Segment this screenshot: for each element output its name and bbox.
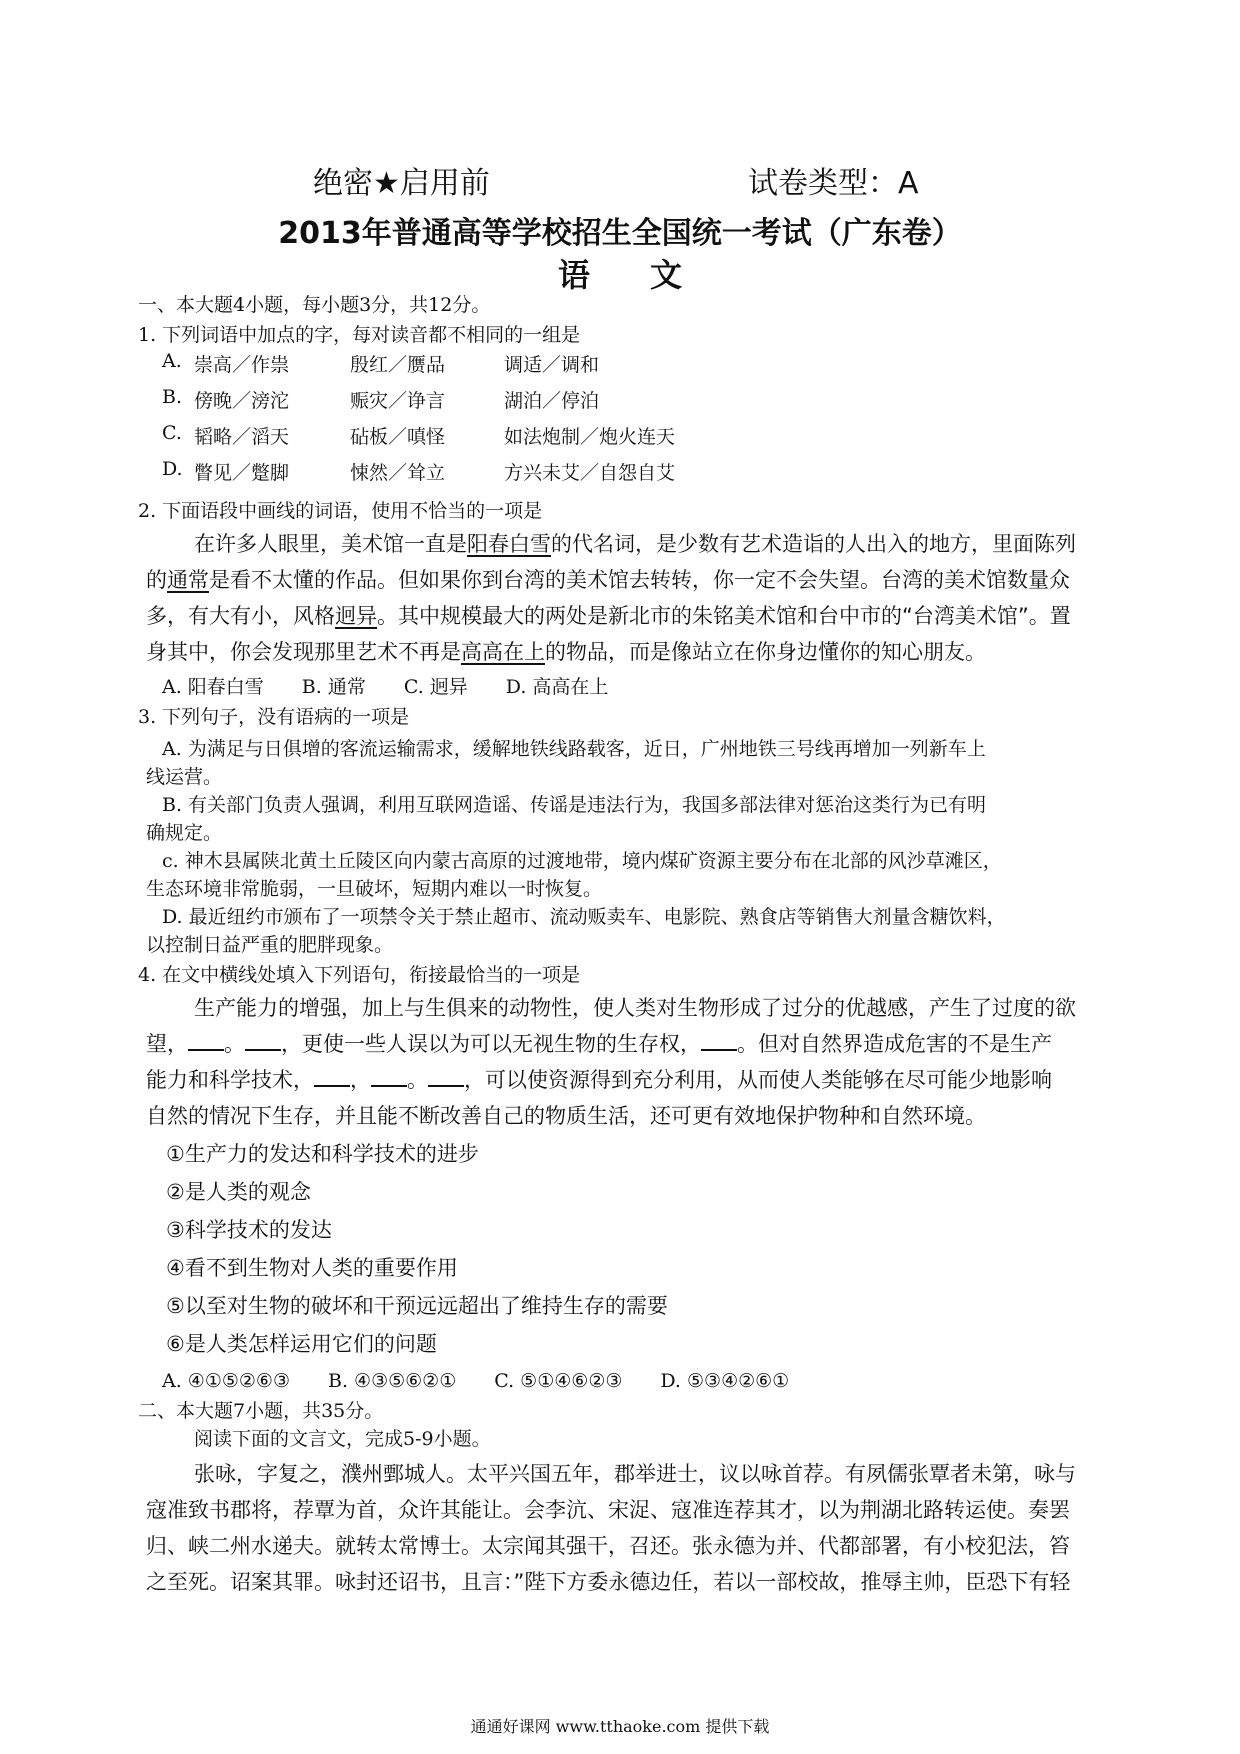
classical-passage-line: 归、峡二州水递夫。就转太常博士。太宗闻其强干，召还。张永德为并、代都部署，有小校犯法，笞 [146,1534,1070,1558]
q3-line: A. 为满足与日俱增的客流运输需求，缓解地铁线路载客，近日，广州地铁三号线再增加一列新车上 [162,738,986,760]
q1-stem: 1. 下列词语中加点的字，每对读音都不相同的一组是 [138,324,581,346]
exam-title: 2013年普通高等学校招生全国统一考试（广东卷） [278,216,962,251]
paper-type: 试卷类型：A [748,166,919,201]
q2-options: A. 阳春白雪 B. 通常 C. 迥异 D. 高高在上 [162,676,609,698]
q1-option-b: B. 傍晚／滂沱 赈灾／诤言 湖泊／停泊 [162,386,600,412]
q1-option-d: D. 瞥见／蹩脚 悚然／耸立 方兴未艾／自怨自艾 [162,458,676,484]
q4-item: ⑤以至对生物的破坏和干预远远超出了维持生存的需要 [166,1294,668,1318]
q4-para-line: 能力和科学技术， ， 。 ，可以使资源得到充分利用，从而使人类能够在尽可能少地影响 [146,1068,1052,1092]
answer-blank [701,1033,737,1051]
q4-item: ②是人类的观念 [166,1180,311,1204]
page-footer: 通通好课网 www.tthaoke.com 提供下载 [470,1717,770,1736]
q1-option-a: A. 崇高／作祟 殷红／赝品 调适／调和 [162,350,600,376]
q4-item: ①生产力的发达和科学技术的进步 [166,1142,479,1166]
q4-stem: 4. 在文中横线处填入下列语句，衔接最恰当的一项是 [138,964,581,986]
q3-line: B. 有关部门负责人强调，利用互联网造谣、传谣是违法行为，我国多部法律对惩治这类行为已有明 [162,794,987,816]
q3-line: 确规定。 [146,822,223,844]
answer-blank [371,1069,407,1087]
answer-blank [188,1033,224,1051]
classical-passage-line: 之至死。诏案其罪。咏封还诏书，且言：”陛下方委永德边任，若以一部校故，推辱主帅，臣恐下有轻 [146,1570,1071,1594]
q1-option-c: C. 韬略／滔天 砧板／嗔怪 如法炮制／炮火连天 [162,422,676,448]
section2-heading: 二、本大题7小题，共35分。 [138,1400,384,1422]
q4-para-line: 望， 。 ，更使一些人误以为可以无视生物的生存权， 。但对自然界造成危害的不是生产 [146,1032,1052,1056]
classical-passage-line: 寇准致书郡将，荐覃为首，众许其能让。会李沆、宋浞、寇准连荐其才，以为荆湖北路转运使。奏罢 [146,1498,1070,1522]
q4-options: A. ④①⑤②⑥③ B. ④③⑤⑥②① C. ⑤①④⑥②③ D. ⑤③④②⑥① [162,1370,790,1392]
q3-line: 线运营。 [146,766,223,788]
q4-item: ⑥是人类怎样运用它们的问题 [166,1332,437,1356]
subject-title: 语文 [557,256,742,294]
q3-line: 生态环境非常脆弱，一旦破坏，短期内难以一时恢复。 [146,878,603,900]
q3-line: D. 最近纽约市颁布了一项禁令关于禁止超市、流动贩卖车、电影院、熟食店等销售大剂量含糖饮料， [162,906,1006,928]
q4-para-line: 生产能力的增强，加上与生俱来的动物性，使人类对生物形成了过分的优越感，产生了过度的欲 [194,996,1076,1020]
q2-para-line: 的通常是看不太懂的作品。但如果你到台湾的美术馆去转转，你一定不会失望。台湾的美术馆数量众 [146,568,1070,592]
q2-para-line: 在许多人眼里，美术馆一直是阳春白雪的代名词，是少数有艺术造诣的人出入的地方，里面陈列 [194,532,1076,556]
q4-para-line: 自然的情况下生存，并且能不断改善自己的物质生活，还可更有效地保护物种和自然环境。 [146,1104,986,1128]
q3-stem: 3. 下列句子，没有语病的一项是 [138,706,410,728]
answer-blank [245,1033,281,1051]
answer-blank [428,1069,464,1087]
q2-stem: 2. 下面语段中画线的词语，使用不恰当的一项是 [138,500,543,522]
section1-heading: 一、本大题4小题，每小题3分，共12分。 [138,294,491,316]
q2-para-line: 多，有大有小，风格迥异。其中规模最大的两处是新北市的朱铭美术馆和台中市的“台湾美术馆”。置 [146,604,1071,628]
q3-line: 以控制日益严重的肥胖现象。 [146,934,394,956]
q4-item: ④看不到生物对人类的重要作用 [166,1256,458,1280]
q4-item: ③科学技术的发达 [166,1218,332,1242]
classical-passage-line: 张咏，字复之，濮州鄄城人。太平兴国五年，郡举进士，议以咏首荐。有夙儒张覃者未第，咏与 [194,1462,1076,1486]
answer-blank [314,1069,350,1087]
q2-para-line: 身其中，你会发现那里艺术不再是高高在上的物品，而是像站立在你身边懂你的知心朋友。 [146,640,986,664]
section2-instruction: 阅读下面的文言文，完成5-9小题。 [194,1428,491,1450]
confidential-mark: 绝密★启用前 [313,166,490,201]
q3-line: c. 神木县属陕北黄土丘陵区向内蒙古高原的过渡地带，境内煤矿资源主要分布在北部的风沙草滩区， [162,850,1002,872]
